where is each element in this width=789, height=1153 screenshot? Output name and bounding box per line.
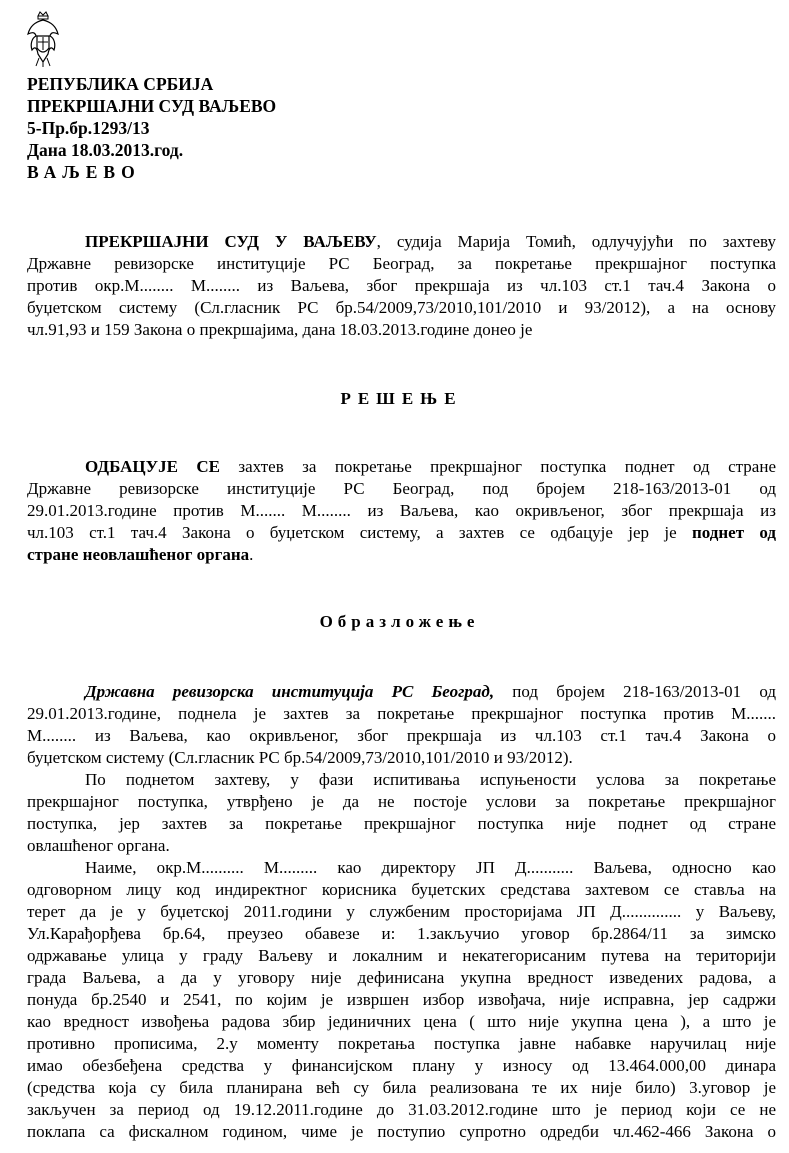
intro-court-bold: ПРЕКРШАЈНИ СУД У ВАЉЕВУ: [85, 232, 377, 251]
intro-line-4: буџетском систему (Сл.гласник РС бр.54/2009,73/2010,101/2010 и 93/2012), а на основу: [27, 298, 776, 317]
intro-line-1: [85, 232, 776, 252]
case-number: 5-Пр.бр.1293/13: [27, 118, 150, 138]
decision-line-5-end: .: [249, 545, 254, 564]
reasoning-p2-line-4: овлашћеног органа.: [27, 836, 170, 855]
reasoning-p3-line-7: понуда бр.2540 и 2541, по којим је извршен избор извођача, није исправна, јер садржи: [27, 990, 776, 1009]
reasoning-p3-line-12: закључен за период од 19.12.2011.године до 31.03.2012.године што је период који се не: [27, 1100, 776, 1119]
reasoning-p1-line-2: 29.01.2013.године, поднела је захтев за покретање прекршајног поступка против М.......: [27, 704, 776, 723]
intro-line-3: против окр.М........ М........ из Ваљева, због прекршаја из чл.103 ст.1 тач.4 Закона о: [27, 276, 776, 295]
decision-line-3: 29.01.2013.године против М....... М........ из Ваљева, као окривљеног, због прекршаја из: [27, 501, 776, 520]
reasoning-p2-line-2: прекршајног поступка, утврђено је да не постоје услови за покретање прекршајног: [27, 792, 776, 811]
reasoning-p3-line-5: одржавање улица у граду Ваљеву и локалним и некатегорисаним путева на територији: [27, 946, 776, 965]
decision-line-1-text: захтев за покретање прекршајног поступка поднет од стране: [219, 457, 776, 476]
decision-line-5: [27, 545, 776, 565]
document-city: ВАЉЕВО: [27, 162, 141, 182]
reasoning-p3-line-4: Ул.Карађорђева бр.64, преузео обавезе и: 1.закључио уговор бр.2864/11 за зимско: [27, 924, 776, 943]
reasoning-p3-line-6: града Ваљева, а да у уговору није дефинисана укупна вредност изведених радова, а: [27, 968, 776, 987]
reasoning-p2-line-3: поступка, јер захтев за покретање прекршајног поступка није поднет од стране: [27, 814, 776, 833]
decision-bold-start: ОДБАЦУЈЕ СЕ: [85, 457, 220, 476]
reasoning-p3-line-1: Наиме, окр.М.......... М......... као директору ЈП Д........... Ваљева, односно као: [85, 858, 776, 877]
decision-line-4: [27, 523, 776, 543]
reasoning-p3-line-8: као вредност извођења радова збир јединичних цена ( што није укупна цена ), а што је: [27, 1012, 776, 1031]
court-name: ПРЕКРШАЈНИ СУД ВАЉЕВО: [27, 96, 277, 116]
reasoning-p3-line-10: имао обезбеђена средства у финансијском плану у износу од 13.464.000,00 динара: [27, 1056, 776, 1075]
reasoning-p3-line-3: терет да је у буџетској 2011.години у службеним просторијама ЈП Д.............. у Ваљеву,: [27, 902, 776, 921]
decision-title: РЕШЕЊЕ: [340, 389, 463, 408]
reasoning-p3-line-11: (средства која су била планирана већ су била реализована те их није било) 3.уговор је: [27, 1078, 776, 1097]
country-name: РЕПУБЛИКА СРБИЈА: [27, 74, 214, 94]
reasoning-p3-line-9: противно прописима, 2.у моменту покретања поступка јавне набавке наручилац није: [27, 1034, 776, 1053]
reasoning-p3-line-13: поклапа са фискалном годином, чиме је поступио супротно одредби чл.462-466 Закона о: [27, 1122, 776, 1141]
intro-line-2: Државне ревизорске институције РС Београд, за покретање прекршајног поступка: [27, 254, 776, 273]
intro-line-5: чл.91,93 и 159 Закона о прекршајима, дана 18.03.2013.године донео је: [27, 320, 533, 339]
reasoning-p1-bold: Државна ревизорска институција РС Београд,: [85, 682, 495, 701]
decision-line-2: Државне ревизорске институције РС Београд, под бројем 218-163/2013-01 од: [27, 479, 776, 498]
reasoning-p1-line-3: М........ из Ваљева, као окривљеног, због прекршаја из чл.103 ст.1 тач.4 Закона о: [27, 726, 776, 745]
reasoning-p1-line-1: [85, 682, 776, 702]
decision-line-4-bold: поднет од: [691, 523, 776, 542]
document-date: Дана 18.03.2013.год.: [27, 140, 184, 160]
reasoning-p3-line-2: одговорном лицу код индиректног корисника буџетских средстава захтевом се ставља на: [27, 880, 776, 899]
decision-line-4-text: чл.103 ст.1 тач.4 Закона о буџетском систему, а захтев се одбацује јер је: [27, 523, 692, 542]
decision-line-1: [85, 457, 776, 477]
coat-of-arms-emblem: [26, 10, 60, 68]
decision-line-5-bold: стране неовлашћеног органа: [27, 545, 250, 564]
reasoning-p1-line-1-text: под бројем 218-163/2013-01 од: [494, 682, 776, 701]
reasoning-p1-line-4: буџетском систему (Сл.гласник РС бр.54/2009,73/2010,101/2010 и 93/2012).: [27, 748, 573, 767]
intro-line-1-text: , судија Марија Томић, одлучујући по захтеву: [376, 232, 776, 251]
reasoning-p2-line-1: По поднетом захтеву, у фази испитивања испуњености услова за покретање: [85, 770, 776, 789]
reasoning-title: Образложење: [319, 612, 480, 631]
